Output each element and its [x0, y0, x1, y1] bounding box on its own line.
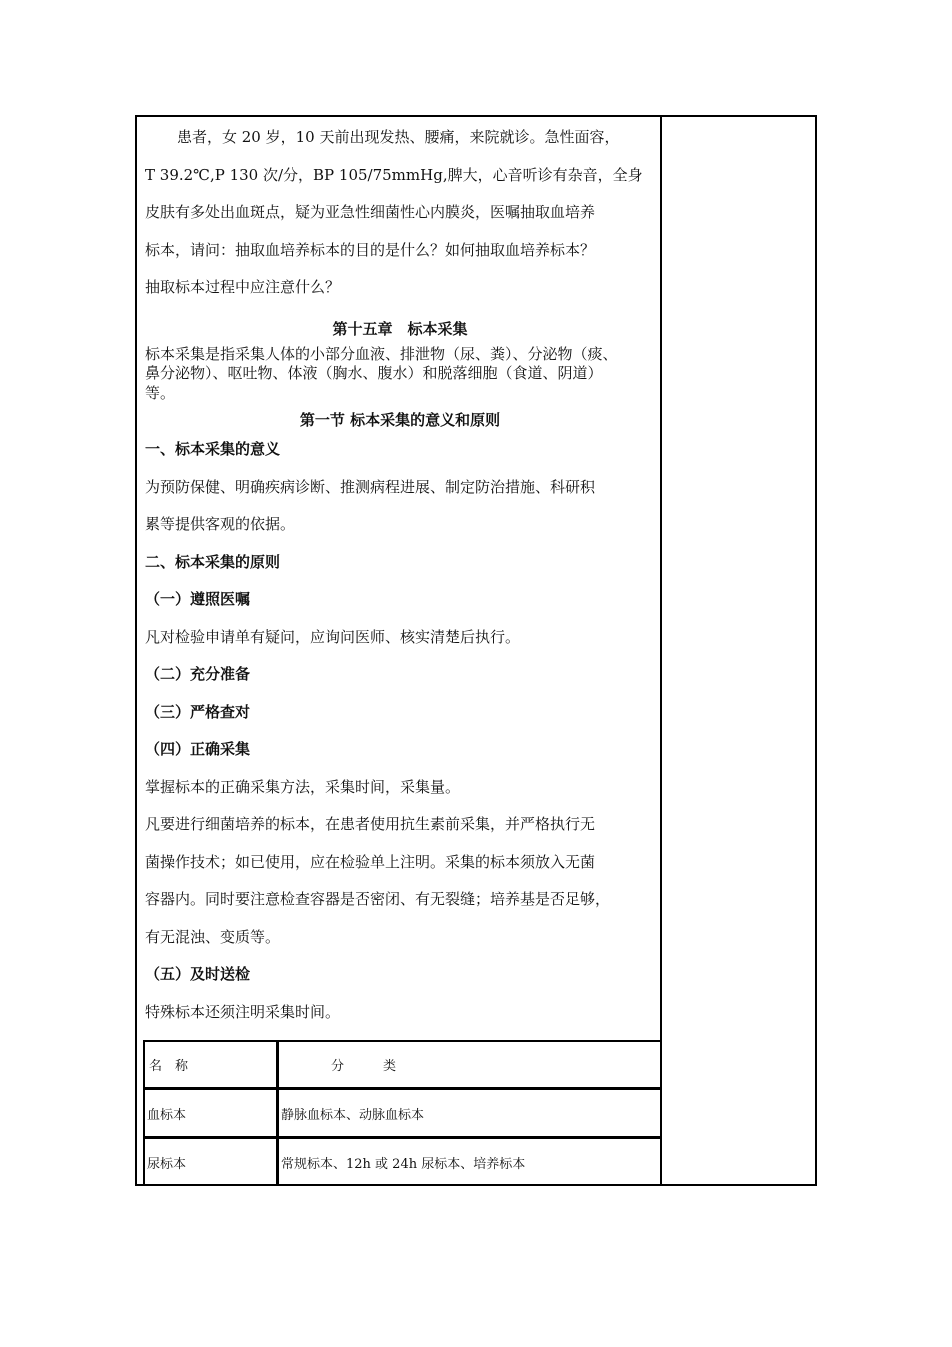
chapter-title: 第十五章 标本采集 — [332, 319, 468, 338]
header-class-cell — [281, 1042, 659, 1087]
principles-heading: 二、标本采集的原则 — [145, 552, 281, 571]
principle-3-heading: （三）严格查对 — [145, 702, 251, 721]
significance-line-2: 累等提供客观的依据。 — [145, 515, 296, 533]
principle-4-text-4: 容器内。同时要注意检查容器是否密闭、有无裂缝；培养基是否足够， — [145, 890, 611, 908]
row-2-class-cell — [281, 1139, 659, 1186]
header-class: 分 类 — [331, 1059, 397, 1074]
row-2-name: 尿标本 — [147, 1157, 187, 1172]
significance-line-1: 为预防保健、明确疾病诊断、推测病程进展、制定防治措施、科研积 — [145, 477, 596, 496]
principle-5-text: 特殊标本还须注明采集时间。 — [145, 1002, 341, 1021]
principle-4-text-3: 菌操作技术；如已使用，应在检验单上注明。采集的标本须放入无菌 — [145, 852, 596, 871]
significance-heading: 一、标本采集的意义 — [145, 440, 281, 458]
principle-4-heading: （四）正确采集 — [145, 740, 251, 758]
definition-line-2: 鼻分泌物）、呕吐物、体液（胸水、腹水）和脱落细胞（食道、阴道） — [145, 364, 603, 382]
row-1-class: 静脉血标本、动脉血标本 — [281, 1107, 425, 1123]
definition-line-3: 等。 — [145, 383, 176, 402]
row-2-name-cell — [147, 1139, 274, 1186]
section-title: 第一节 标本采集的意义和原则 — [299, 411, 501, 429]
right-column-divider — [660, 115, 662, 1186]
principle-4-text-5: 有无混浊、变质等。 — [145, 927, 281, 946]
header-name-cell — [149, 1042, 274, 1087]
case-line-4: 标本，请问：抽取血培养标本的目的是什么？如何抽取血培养标本？ — [145, 240, 596, 259]
case-line-2: T 39.2℃,P 130 次/分，BP 105/75mmHg,脾大，心音听诊有杂音，全身 — [145, 165, 643, 184]
principle-2-heading: （二）充分准备 — [145, 665, 251, 683]
table-col-divider — [276, 1040, 279, 1186]
principle-1-text: 凡对检验申请单有疑问，应询问医师、核实清楚后执行。 — [145, 627, 521, 646]
case-line-1: 患者，女 20 岁，10 天前出现发热、腰痛，来院就诊。急性面容， — [177, 128, 620, 146]
specimen-table — [143, 1040, 661, 1186]
row-2-class: 常规标本、12h 或 24h 尿标本、培养标本 — [281, 1157, 526, 1172]
main-content — [145, 115, 655, 1031]
principle-5-heading: （五）及时送检 — [145, 965, 251, 983]
case-line-5: 抽取标本过程中应注意什么？ — [145, 278, 341, 296]
header-name: 名 称 — [149, 1059, 189, 1074]
table-left-border — [143, 1040, 145, 1186]
principle-4-text-1: 掌握标本的正确采集方法，采集时间，采集量。 — [145, 777, 461, 796]
definition-line-1: 标本采集是指采集人体的小部分血液、排泄物（尿、粪）、分泌物（痰、 — [145, 344, 618, 363]
row-1-class-cell — [281, 1090, 659, 1136]
principle-4-text-2: 凡要进行细菌培养的标本，在患者使用抗生素前采集，并严格执行无 — [145, 815, 596, 833]
principle-1-heading: （一）遵照医嘱 — [145, 590, 251, 608]
row-1-name-cell — [147, 1090, 274, 1136]
case-line-3: 皮肤有多处出血斑点，疑为亚急性细菌性心内膜炎，医嘱抽取血培养 — [145, 203, 596, 221]
row-1-name: 血标本 — [147, 1107, 187, 1123]
